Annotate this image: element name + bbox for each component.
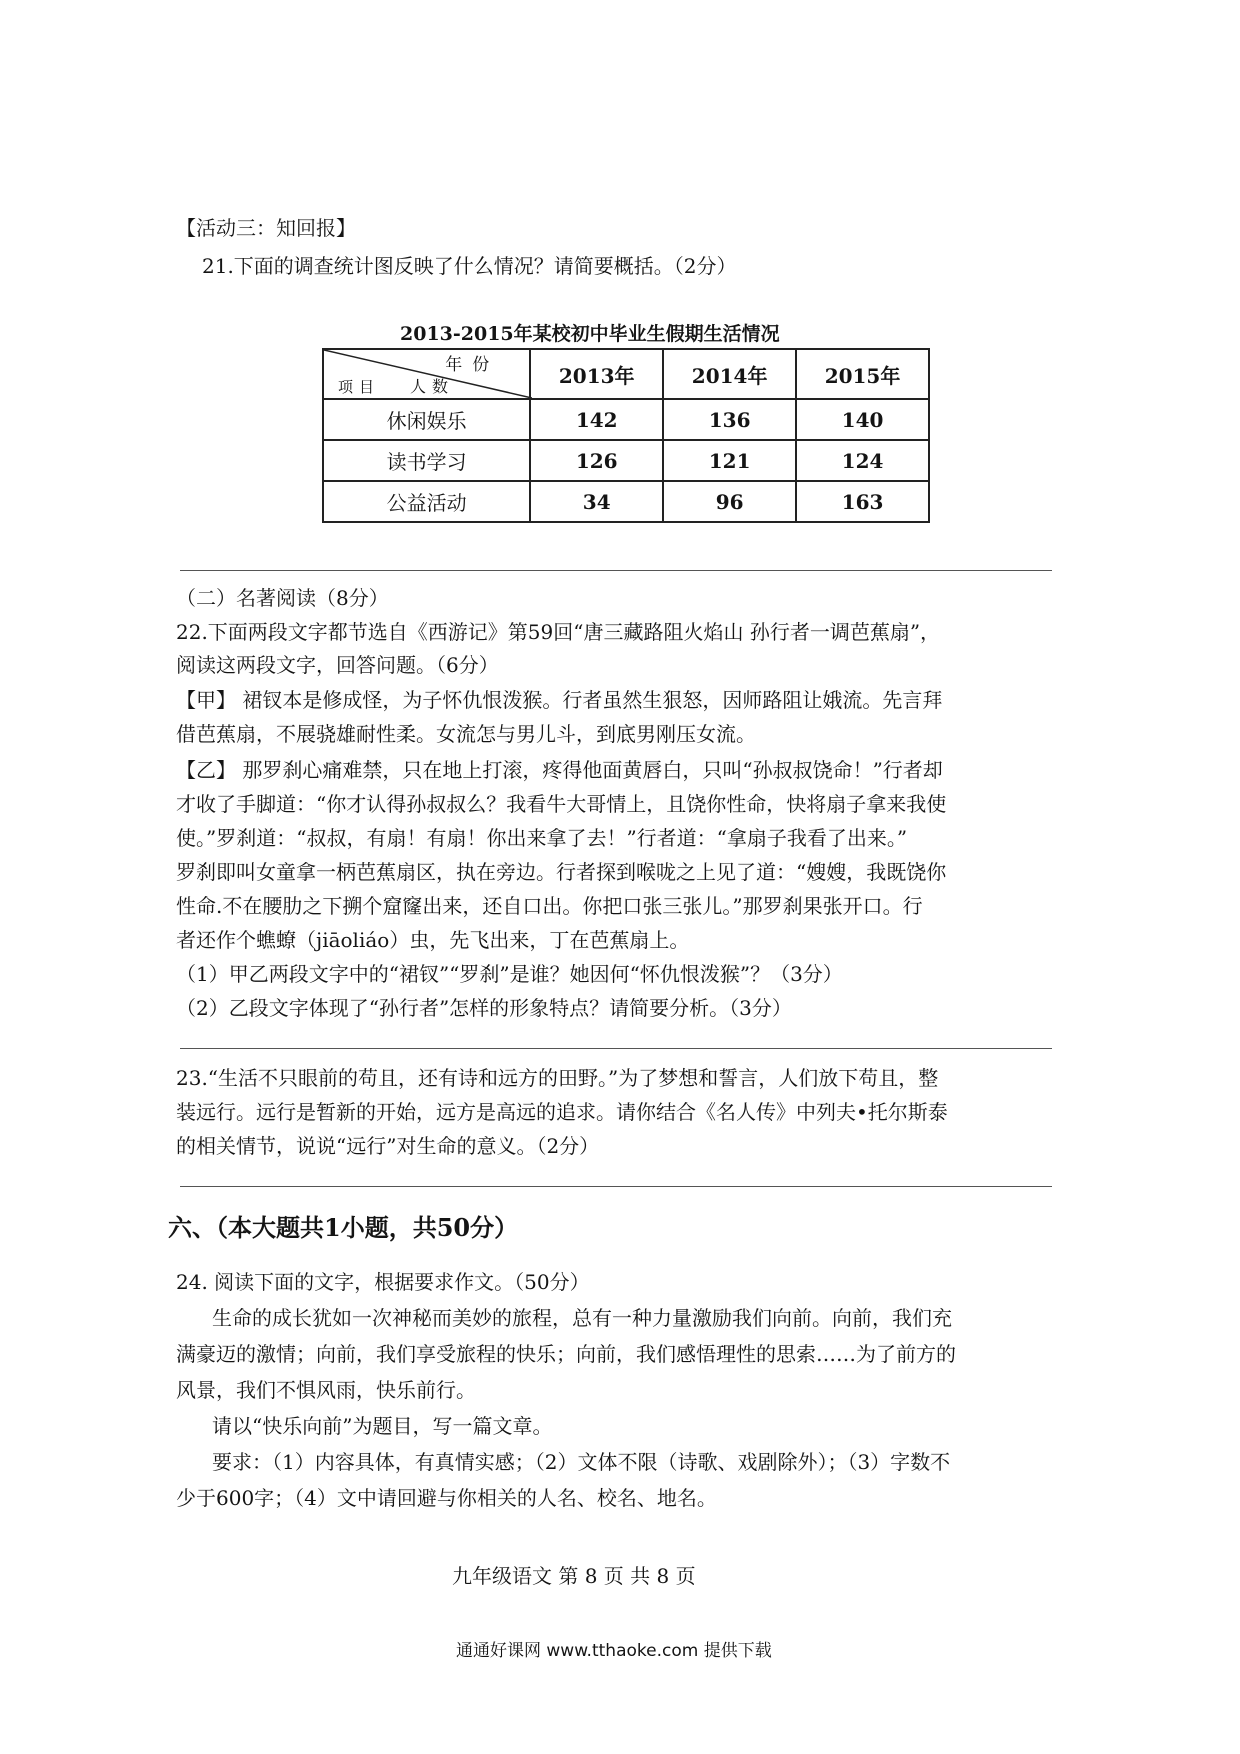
cell-value: 124	[796, 440, 929, 481]
passage-jia-line: 借芭蕉扇，不展骁雄耐性柔。女流怎与男儿斗，到底男刚压女流。	[176, 722, 756, 746]
sub-question-2: （2）乙段文字体现了“孙行者”怎样的形象特点？请简要分析。（3分）	[176, 996, 792, 1020]
cell-value: 140	[796, 399, 929, 440]
page-footer: 九年级语文 第 8 页 共 8 页	[452, 1564, 696, 1588]
passage-yi-line: 使。”罗刹道：“叔叔，有扇！有扇！你出来拿了去！”行者道：“拿扇子我看了出来。”	[176, 826, 908, 850]
essay-paragraph-line: 满豪迈的激情；向前，我们享受旅程的快乐；向前，我们感悟理性的思索……为了前方的	[176, 1342, 956, 1366]
year-header-2015: 2015年	[796, 349, 929, 399]
cell-value: 142	[530, 399, 663, 440]
answer-line	[180, 1186, 1052, 1187]
passage-yi-line: 【乙】 那罗刹心痛难禁，只在地上打滚，疼得他面黄唇白，只叫“孙叔叔饶命！”行者却	[176, 758, 943, 782]
header-year-label: 年份	[445, 355, 500, 375]
passage-jia-line: 【甲】 裙钗本是修成怪，为子怀仇恨泼猴。行者虽然生狠怒，因师路阻让娥流。先言拜	[176, 688, 943, 712]
passage-yi-line: 罗刹即叫女童拿一柄芭蕉扇区，执在旁边。行者探到喉咙之上见了道：“嫂嫂，我既饶你	[176, 860, 947, 884]
survey-table	[322, 348, 930, 523]
answer-line	[180, 1048, 1052, 1049]
question-21: 21.下面的调查统计图反映了什么情况？请简要概括。（2分）	[202, 254, 737, 278]
row-item: 公益活动	[323, 481, 530, 522]
header-item-label: 项目	[338, 378, 381, 396]
answer-line	[180, 570, 1052, 571]
cell-value: 163	[796, 481, 929, 522]
essay-prompt: 请以“快乐向前”为题目，写一篇文章。	[212, 1414, 553, 1438]
question-22-line: 阅读这两段文字，回答问题。（6分）	[176, 653, 499, 677]
question-23-line: 23.“生活不只眼前的苟且，还有诗和远方的田野。”为了梦想和誓言，人们放下苟且，整	[176, 1066, 939, 1090]
year-header-2014: 2014年	[663, 349, 796, 399]
question-24-intro: 24. 阅读下面的文字，根据要求作文。（50分）	[176, 1270, 590, 1294]
essay-paragraph-line: 风景，我们不惧风雨，快乐前行。	[176, 1378, 476, 1402]
section-heading: 六、（本大题共1小题，共50分）	[168, 1213, 519, 1242]
question-23-line: 的相关情节，说说“远行”对生命的意义。（2分）	[176, 1134, 600, 1158]
cell-value: 121	[663, 440, 796, 481]
row-item: 休闲娱乐	[323, 399, 530, 440]
sub-question-1: （1）甲乙两段文字中的“裙钗”“罗刹”是谁？她因何“怀仇恨泼猴”？（3分）	[176, 962, 843, 986]
cell-value: 34	[530, 481, 663, 522]
table-row	[323, 399, 929, 440]
essay-requirements-line: 要求：（1）内容具体，有真情实感；（2）文体不限（诗歌、戏剧除外）；（3）字数不	[212, 1450, 951, 1474]
essay-paragraph-line: 生命的成长犹如一次神秘而美妙的旅程，总有一种力量激励我们向前。向前，我们充	[212, 1306, 952, 1330]
activity-heading: 【活动三：知回报】	[176, 216, 356, 240]
row-item: 读书学习	[323, 440, 530, 481]
table-row	[323, 440, 929, 481]
table-title: 2013-2015年某校初中毕业生假期生活情况	[400, 323, 780, 345]
watermark-text: 通通好课网 www.tthaoke.com 提供下载	[456, 1641, 772, 1661]
essay-requirements-line: 少于600字；（4）文中请回避与你相关的人名、校名、地名。	[176, 1486, 717, 1510]
passage-yi-line: 者还作个蟭蟟（jiāoliáo）虫，先飞出来，丁在芭蕉扇上。	[176, 928, 690, 952]
cell-value: 96	[663, 481, 796, 522]
cell-value: 136	[663, 399, 796, 440]
passage-yi-line: 才收了手脚道：“你才认得孙叔叔么？我看牛大哥情上，且饶你性命，快将扇子拿来我使	[176, 792, 947, 816]
table-row	[323, 481, 929, 522]
section-heading: （二）名著阅读（8分）	[176, 586, 389, 610]
year-header-2013: 2013年	[530, 349, 663, 399]
table-header-row	[323, 349, 929, 399]
table-header-corner	[323, 349, 530, 399]
cell-value: 126	[530, 440, 663, 481]
question-23-line: 装远行。远行是暂新的开始，远方是高远的追求。请你结合《名人传》中列夫•托尔斯泰	[176, 1100, 948, 1124]
passage-yi-line: 性命.不在腰肋之下搠个窟窿出来，还自口出。你把口张三张儿。”那罗刹果张开口。行	[176, 894, 923, 918]
question-22-line: 22.下面两段文字都节选自《西游记》第59回“唐三藏路阻火焰山 孙行者一调芭蕉扇”，	[176, 620, 941, 644]
header-people-label: 人数	[410, 377, 455, 396]
